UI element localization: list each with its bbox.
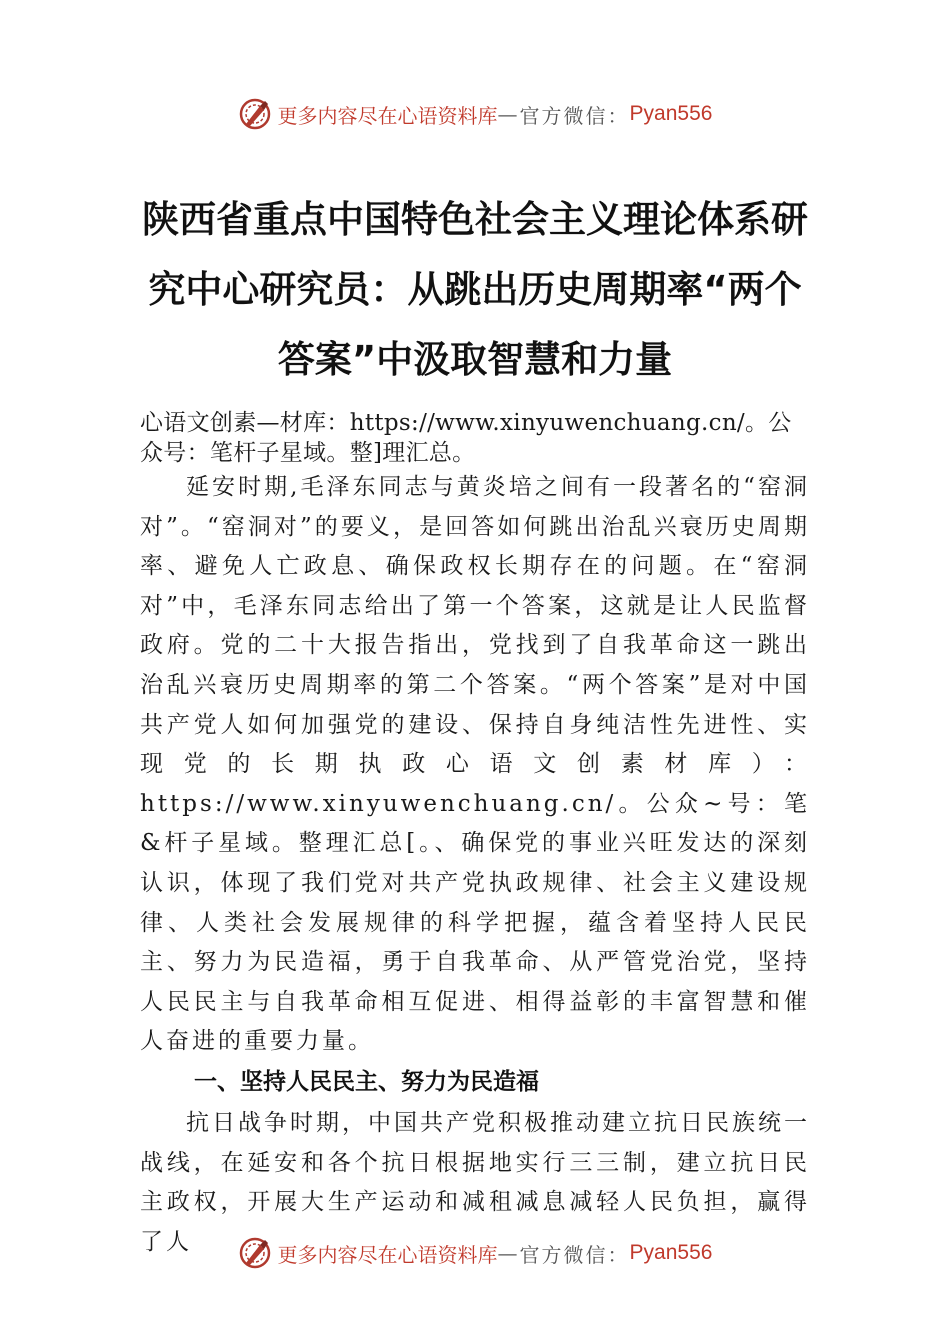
footer-banner (0, 1231, 950, 1275)
pen-nib-logo-icon (238, 1236, 272, 1270)
banner-wechat-id: Pyan556 (629, 102, 713, 125)
paragraph-1: 延安时期,毛泽东同志与黄炎培之间有一段著名的“窑洞对”。“窑洞对”的要义，是回答如何跳出治乱兴衰历史周期率、避免人亡政息、确保政权长期存在的问题。在“窑洞对”中，毛泽东同志给出了第一个答案，这就是让人民监督政府。党的二十大报告指出，党找到了自我革命这一跳出治乱兴衰历史周期率的第二个答案。“两个答案”是对中国共产党人如何加强党的建设、保持自身纯洁性先进性、实现党的长期执政心语文创素材库）：https://www.xinyuwenchuang.cn/。公众~号：笔&杆子星域。整理汇总[。、确保党的事业兴旺发达的深刻认识，体现了我们党对共产党执政规律、社会主义建设规律、人类社会发展规律的科学把握，蕴含着坚持人民民主、努力为民造福，勇于自我革命、从严管党治党，坚持人民民主与自我革命相互促进、相得益彰的丰富智慧和催人奋进的重要力量。 (140, 474, 810, 1055)
document-title: 陕西省重点中国特色社会主义理论体系研究中心研究员：从跳出历史周期率“两个答案”中汲取智慧和力量 (142, 198, 808, 381)
section-heading-1: 一、坚持人民民主、努力为民造福 (194, 1069, 539, 1095)
banner-wechat-label: 官方微信： (519, 103, 630, 128)
banner-main-text: 更多内容尽在心语资料库 (277, 1242, 498, 1267)
paragraph-2: 抗日战争时期，中国共产党积极推动建立抗日民族统一战线，在延安和各个抗日根据地实行三三制，建立抗日民主政权，开展大生产运动和减租减息减轻人民负担，赢得了人 (140, 1110, 810, 1255)
banner-wechat-label: 官方微信： (519, 1242, 630, 1267)
source-line: 心语文创素—材库：https://www.xinyuwenchuang.cn/。公众号：笔杆子星域。整]理汇总。 (140, 410, 792, 466)
banner-dash: — (497, 1241, 520, 1265)
banner-dash: — (497, 102, 520, 126)
pen-nib-logo-icon (238, 97, 272, 131)
header-banner (0, 92, 950, 136)
banner-main-text: 更多内容尽在心语资料库 (277, 103, 498, 128)
banner-wechat-id: Pyan556 (629, 1241, 713, 1264)
